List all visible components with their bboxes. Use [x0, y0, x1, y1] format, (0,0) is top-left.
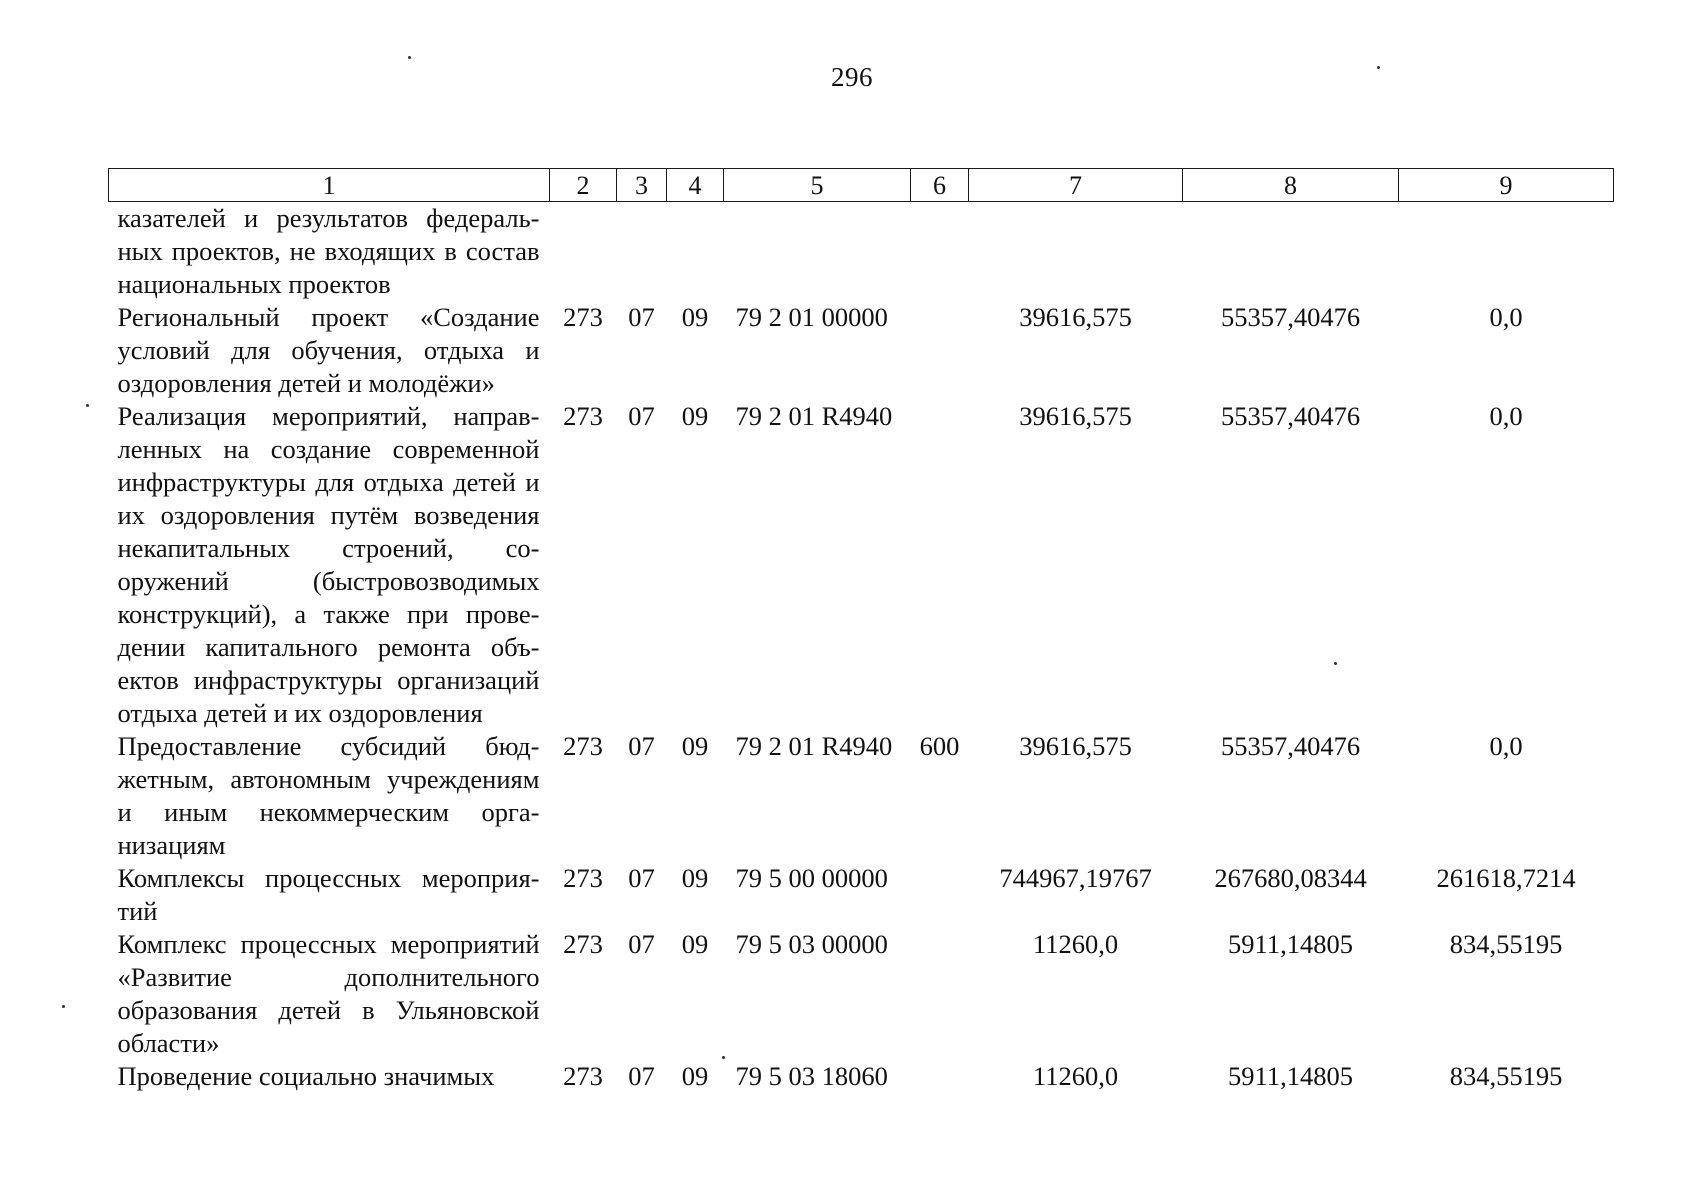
- row-expense-type: [911, 862, 969, 928]
- row-section-code: 07: [628, 302, 655, 332]
- row-amount-col7: 11260,0: [1032, 1061, 1119, 1091]
- table-row: [109, 928, 1614, 1060]
- row-expense-type: [911, 1060, 969, 1093]
- scan-speck: [408, 56, 411, 59]
- row-section-code: 07: [628, 863, 655, 893]
- table-row: [109, 202, 1614, 302]
- row-amount-col9: 834,55195: [1449, 1061, 1563, 1091]
- column-header-9: 9: [1399, 169, 1614, 202]
- column-header-4: 4: [667, 169, 724, 202]
- scan-speck: [722, 1056, 725, 1059]
- row-amount-col9: 261618,7214: [1436, 863, 1576, 893]
- row-expense-type: [911, 400, 969, 730]
- row-expense-type: [911, 928, 969, 1060]
- row-ministry-code: 273: [563, 929, 603, 959]
- row-section-code: 07: [628, 401, 655, 431]
- row-expense-type: [911, 202, 969, 302]
- row-subsection-code: 09: [681, 863, 709, 893]
- row-ministry-code: 273: [563, 731, 603, 761]
- row-name: Предоставление субсидий бюджетным, автономным учреждениям и иным некоммерческим организациям: [117, 731, 540, 860]
- row-amount-col9: [1399, 202, 1614, 302]
- row-amount-col8: 267680,08344: [1214, 863, 1367, 893]
- row-ministry-code: 273: [563, 302, 603, 332]
- row-amount-col7: 39616,575: [1019, 731, 1132, 761]
- row-target-article: 79 5 03 00000: [735, 929, 888, 959]
- row-ministry-code: 273: [563, 401, 603, 431]
- row-subsection-code: 09: [681, 1061, 709, 1091]
- table-header: [109, 169, 1614, 202]
- row-ministry-code: 273: [563, 863, 603, 893]
- column-header-8: 8: [1183, 169, 1399, 202]
- row-amount-col9: 0,0: [1489, 731, 1523, 761]
- row-amount-col7: 39616,575: [1019, 302, 1132, 332]
- row-section-code: 07: [628, 1061, 655, 1091]
- row-target-article: 79 2 01 00000: [735, 302, 888, 332]
- row-amount-col8: 5911,14805: [1228, 1061, 1353, 1091]
- column-header-5: 5: [724, 169, 911, 202]
- row-name: казателей и результатов федеральных проектов, не входящих в состав национальных проектов: [117, 203, 540, 299]
- row-section-code: 07: [628, 929, 655, 959]
- row-expense-type: 600: [919, 731, 960, 761]
- table-body: [109, 202, 1614, 1094]
- scan-speck: [1334, 662, 1337, 665]
- row-ministry-code: 273: [563, 1061, 603, 1091]
- row-target-article: 79 5 00 00000: [735, 863, 888, 893]
- column-number-row: [109, 169, 1614, 202]
- row-subsection-code: 09: [681, 731, 709, 761]
- row-name: Реализация мероприятий, направленных на создание современной инфраструктуры для отдыха детей и их оздоровления путём возведения некапитальных строений, сооружений (быстровозводимых конструкций), а также при проведении капитального ремонта объектов инфраструктуры организаций отдыха детей и их оздоровления: [117, 401, 540, 728]
- scan-speck: [62, 1005, 65, 1008]
- row-amount-col8: 55357,40476: [1220, 302, 1361, 332]
- column-header-3: 3: [617, 169, 667, 202]
- table-row: [109, 400, 1614, 730]
- row-amount-col8: 55357,40476: [1220, 401, 1361, 431]
- row-amount-col7: 39616,575: [1019, 401, 1132, 431]
- row-amount-col8: [1183, 202, 1399, 302]
- row-name: Комплекс процессных мероприятий «Развитие дополнительного образования детей в Ульяновской области»: [117, 929, 540, 1058]
- row-target-article: [724, 202, 911, 302]
- column-header-7: 7: [969, 169, 1183, 202]
- row-amount-col7: [969, 202, 1183, 302]
- column-header-2: 2: [550, 169, 617, 202]
- row-section-code: 07: [628, 731, 655, 761]
- scan-speck: [86, 404, 89, 407]
- row-name: Комплексы процессных мероприятий: [117, 863, 540, 926]
- row-amount-col8: 55357,40476: [1220, 731, 1361, 761]
- row-target-article: 79 2 01 R4940: [735, 401, 893, 431]
- column-header-6: 6: [911, 169, 969, 202]
- column-header-1: 1: [109, 169, 550, 202]
- row-target-article: 79 5 03 18060: [735, 1061, 888, 1091]
- row-name: Проведение социально значимых: [117, 1061, 495, 1091]
- scan-speck: [1377, 66, 1380, 69]
- row-subsection-code: 09: [681, 929, 709, 959]
- row-amount-col8: 5911,14805: [1228, 929, 1353, 959]
- row-target-article: 79 2 01 R4940: [735, 731, 893, 761]
- row-amount-col9: 0,0: [1489, 302, 1523, 332]
- table-row: [109, 1060, 1614, 1093]
- row-amount-col7: 11260,0: [1032, 929, 1119, 959]
- row-subsection-code: [667, 202, 724, 302]
- row-amount-col9: 834,55195: [1449, 929, 1563, 959]
- budget-table: [108, 168, 1614, 1093]
- table-row: [109, 301, 1614, 400]
- row-subsection-code: 09: [681, 302, 709, 332]
- row-amount-col9: 0,0: [1489, 401, 1523, 431]
- table-row: [109, 730, 1614, 862]
- table-row: [109, 862, 1614, 928]
- row-amount-col7: 744967,19767: [999, 863, 1152, 893]
- row-section-code: [617, 202, 667, 302]
- row-expense-type: [911, 301, 969, 400]
- row-name: Региональный проект «Создание условий для обучения, отдыха и оздоровления детей и молодёжи»: [117, 302, 540, 398]
- row-subsection-code: 09: [681, 401, 709, 431]
- page-number: 296: [831, 62, 873, 92]
- row-ministry-code: [550, 202, 617, 302]
